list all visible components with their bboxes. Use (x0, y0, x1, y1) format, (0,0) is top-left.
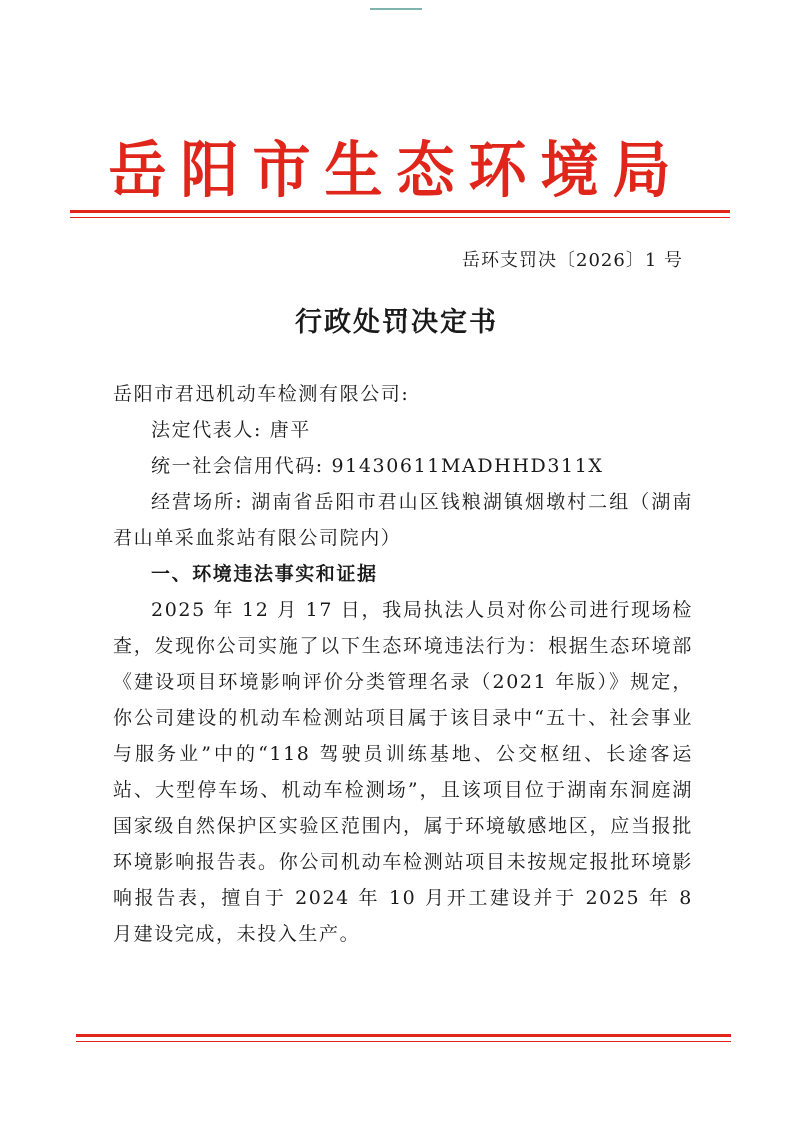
header-divider-thin (70, 217, 730, 218)
footer-divider-thick (76, 1034, 731, 1037)
footer-divider-thin (76, 1041, 731, 1042)
header-divider-thick (70, 210, 730, 213)
top-edge-mark (370, 8, 422, 10)
document-title: 行政处罚决定书 (295, 307, 498, 338)
document-number: 岳环支罚决〔2026〕1 号 (462, 250, 683, 271)
section-body: 2025 年 12 月 17 日，我局执法人员对你公司进行现场检查，发现你公司实施了以下生态环境违法行为：根据生态环境部《建设项目环境影响评价分类管理名录（2021 年版）》规定，你公司建设的机动车检测站项目属于该目录中“五十、社会事业与服务业”中的“118 驾驶员训练基地、公交枢纽、长途客运站、大型停车场、机动车检测场”，且该项目位于湖南东洞庭湖国家级自然保护区实验区范围内，属于环境敏感地区，应当报批环境影响报告表。你公司机动车检测站项目未按规定报批环境影响报告表，擅自于 2024 年 10 月开工建设并于 2025 年 8 月建设完成，未投入生产。 (113, 599, 693, 945)
addressee: 岳阳市君迅机动车检测有限公司: (113, 383, 410, 405)
document-body (113, 376, 693, 952)
agency-name: 岳阳市生态环境局 (108, 134, 685, 206)
business-address: 经营场所: 湖南省岳阳市君山区钱粮湖镇烟墩村二组（湖南君山单采血浆站有限公司院内） (113, 491, 693, 549)
section-heading: 一、环境违法事实和证据 (151, 563, 378, 585)
credit-code: 统一社会信用代码: 91430611MADHHD311X (151, 455, 604, 477)
legal-representative: 法定代表人: 唐平 (151, 419, 311, 441)
